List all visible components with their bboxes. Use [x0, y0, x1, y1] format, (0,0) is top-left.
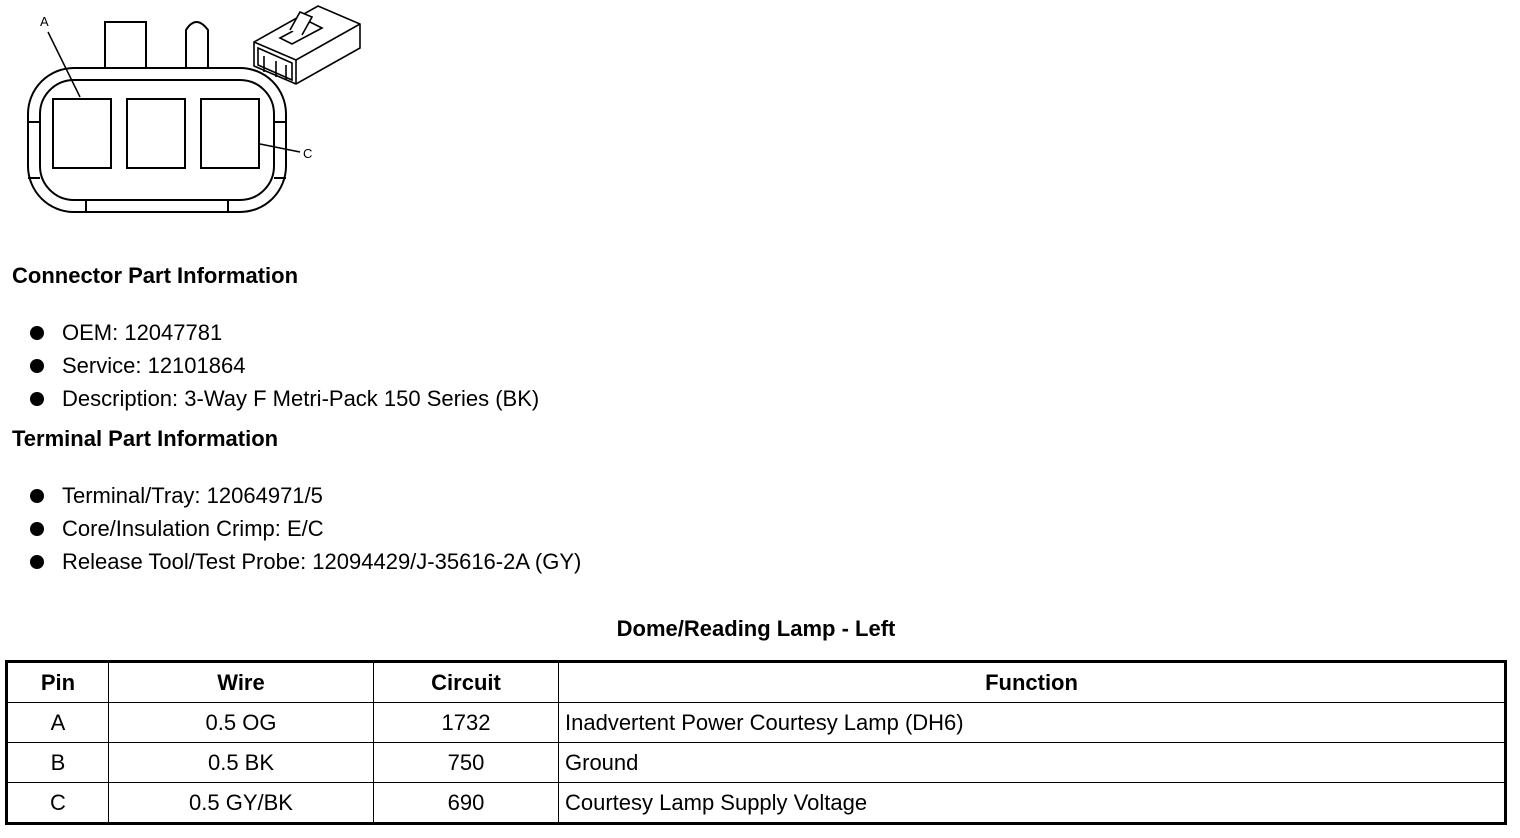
- function-cell: Courtesy Lamp Supply Voltage: [559, 783, 1506, 824]
- pinout-table: [5, 660, 1507, 825]
- oem-value: OEM: 12047781: [62, 320, 223, 345]
- pin-cell: A: [7, 703, 109, 743]
- terminal-info-heading: Terminal Part Information: [12, 426, 279, 451]
- header-wire: Wire: [109, 662, 374, 703]
- table-row: [7, 743, 1506, 783]
- connector-info-list: [30, 316, 539, 415]
- circuit-cell: 1732: [374, 703, 559, 743]
- list-item: [30, 349, 539, 382]
- list-item: [30, 512, 581, 545]
- table-header-row: [7, 662, 1506, 703]
- terminal-info-list: [30, 479, 581, 578]
- connector-diagram: [0, 0, 380, 230]
- wire-cell: 0.5 GY/BK: [109, 783, 374, 824]
- connector-info-heading: Connector Part Information: [12, 263, 299, 288]
- connector-perspective-icon: [254, 6, 360, 84]
- table-row: [7, 783, 1506, 824]
- pin-a-label: A: [40, 14, 49, 29]
- description-value: Description: 3-Way F Metri-Pack 150 Series (BK): [62, 386, 540, 411]
- list-item: [30, 479, 581, 512]
- wire-cell: 0.5 OG: [109, 703, 374, 743]
- list-item: [30, 316, 539, 349]
- bullet-icon: [30, 522, 44, 536]
- table-row: [7, 703, 1506, 743]
- terminal-tray-value: Terminal/Tray: 12064971/5: [62, 483, 323, 508]
- function-cell: Ground: [559, 743, 1506, 783]
- service-value: Service: 12101864: [62, 353, 246, 378]
- header-function: Function: [559, 662, 1506, 703]
- crimp-value: Core/Insulation Crimp: E/C: [62, 516, 324, 541]
- wire-cell: 0.5 BK: [109, 743, 374, 783]
- bullet-icon: [30, 392, 44, 406]
- header-pin: Pin: [7, 662, 109, 703]
- function-cell: Inadvertent Power Courtesy Lamp (DH6): [559, 703, 1506, 743]
- circuit-cell: 690: [374, 783, 559, 824]
- circuit-cell: 750: [374, 743, 559, 783]
- pin-cell: C: [7, 783, 109, 824]
- bullet-icon: [30, 555, 44, 569]
- table-title: Dome/Reading Lamp - Left: [616, 616, 896, 641]
- list-item: [30, 545, 581, 578]
- bullet-icon: [30, 326, 44, 340]
- release-tool-value: Release Tool/Test Probe: 12094429/J-35616-2A (GY): [62, 549, 582, 574]
- pin-c-label: C: [303, 146, 313, 161]
- bullet-icon: [30, 359, 44, 373]
- pin-cell: B: [7, 743, 109, 783]
- bullet-icon: [30, 489, 44, 503]
- header-circuit: Circuit: [374, 662, 559, 703]
- list-item: [30, 382, 539, 415]
